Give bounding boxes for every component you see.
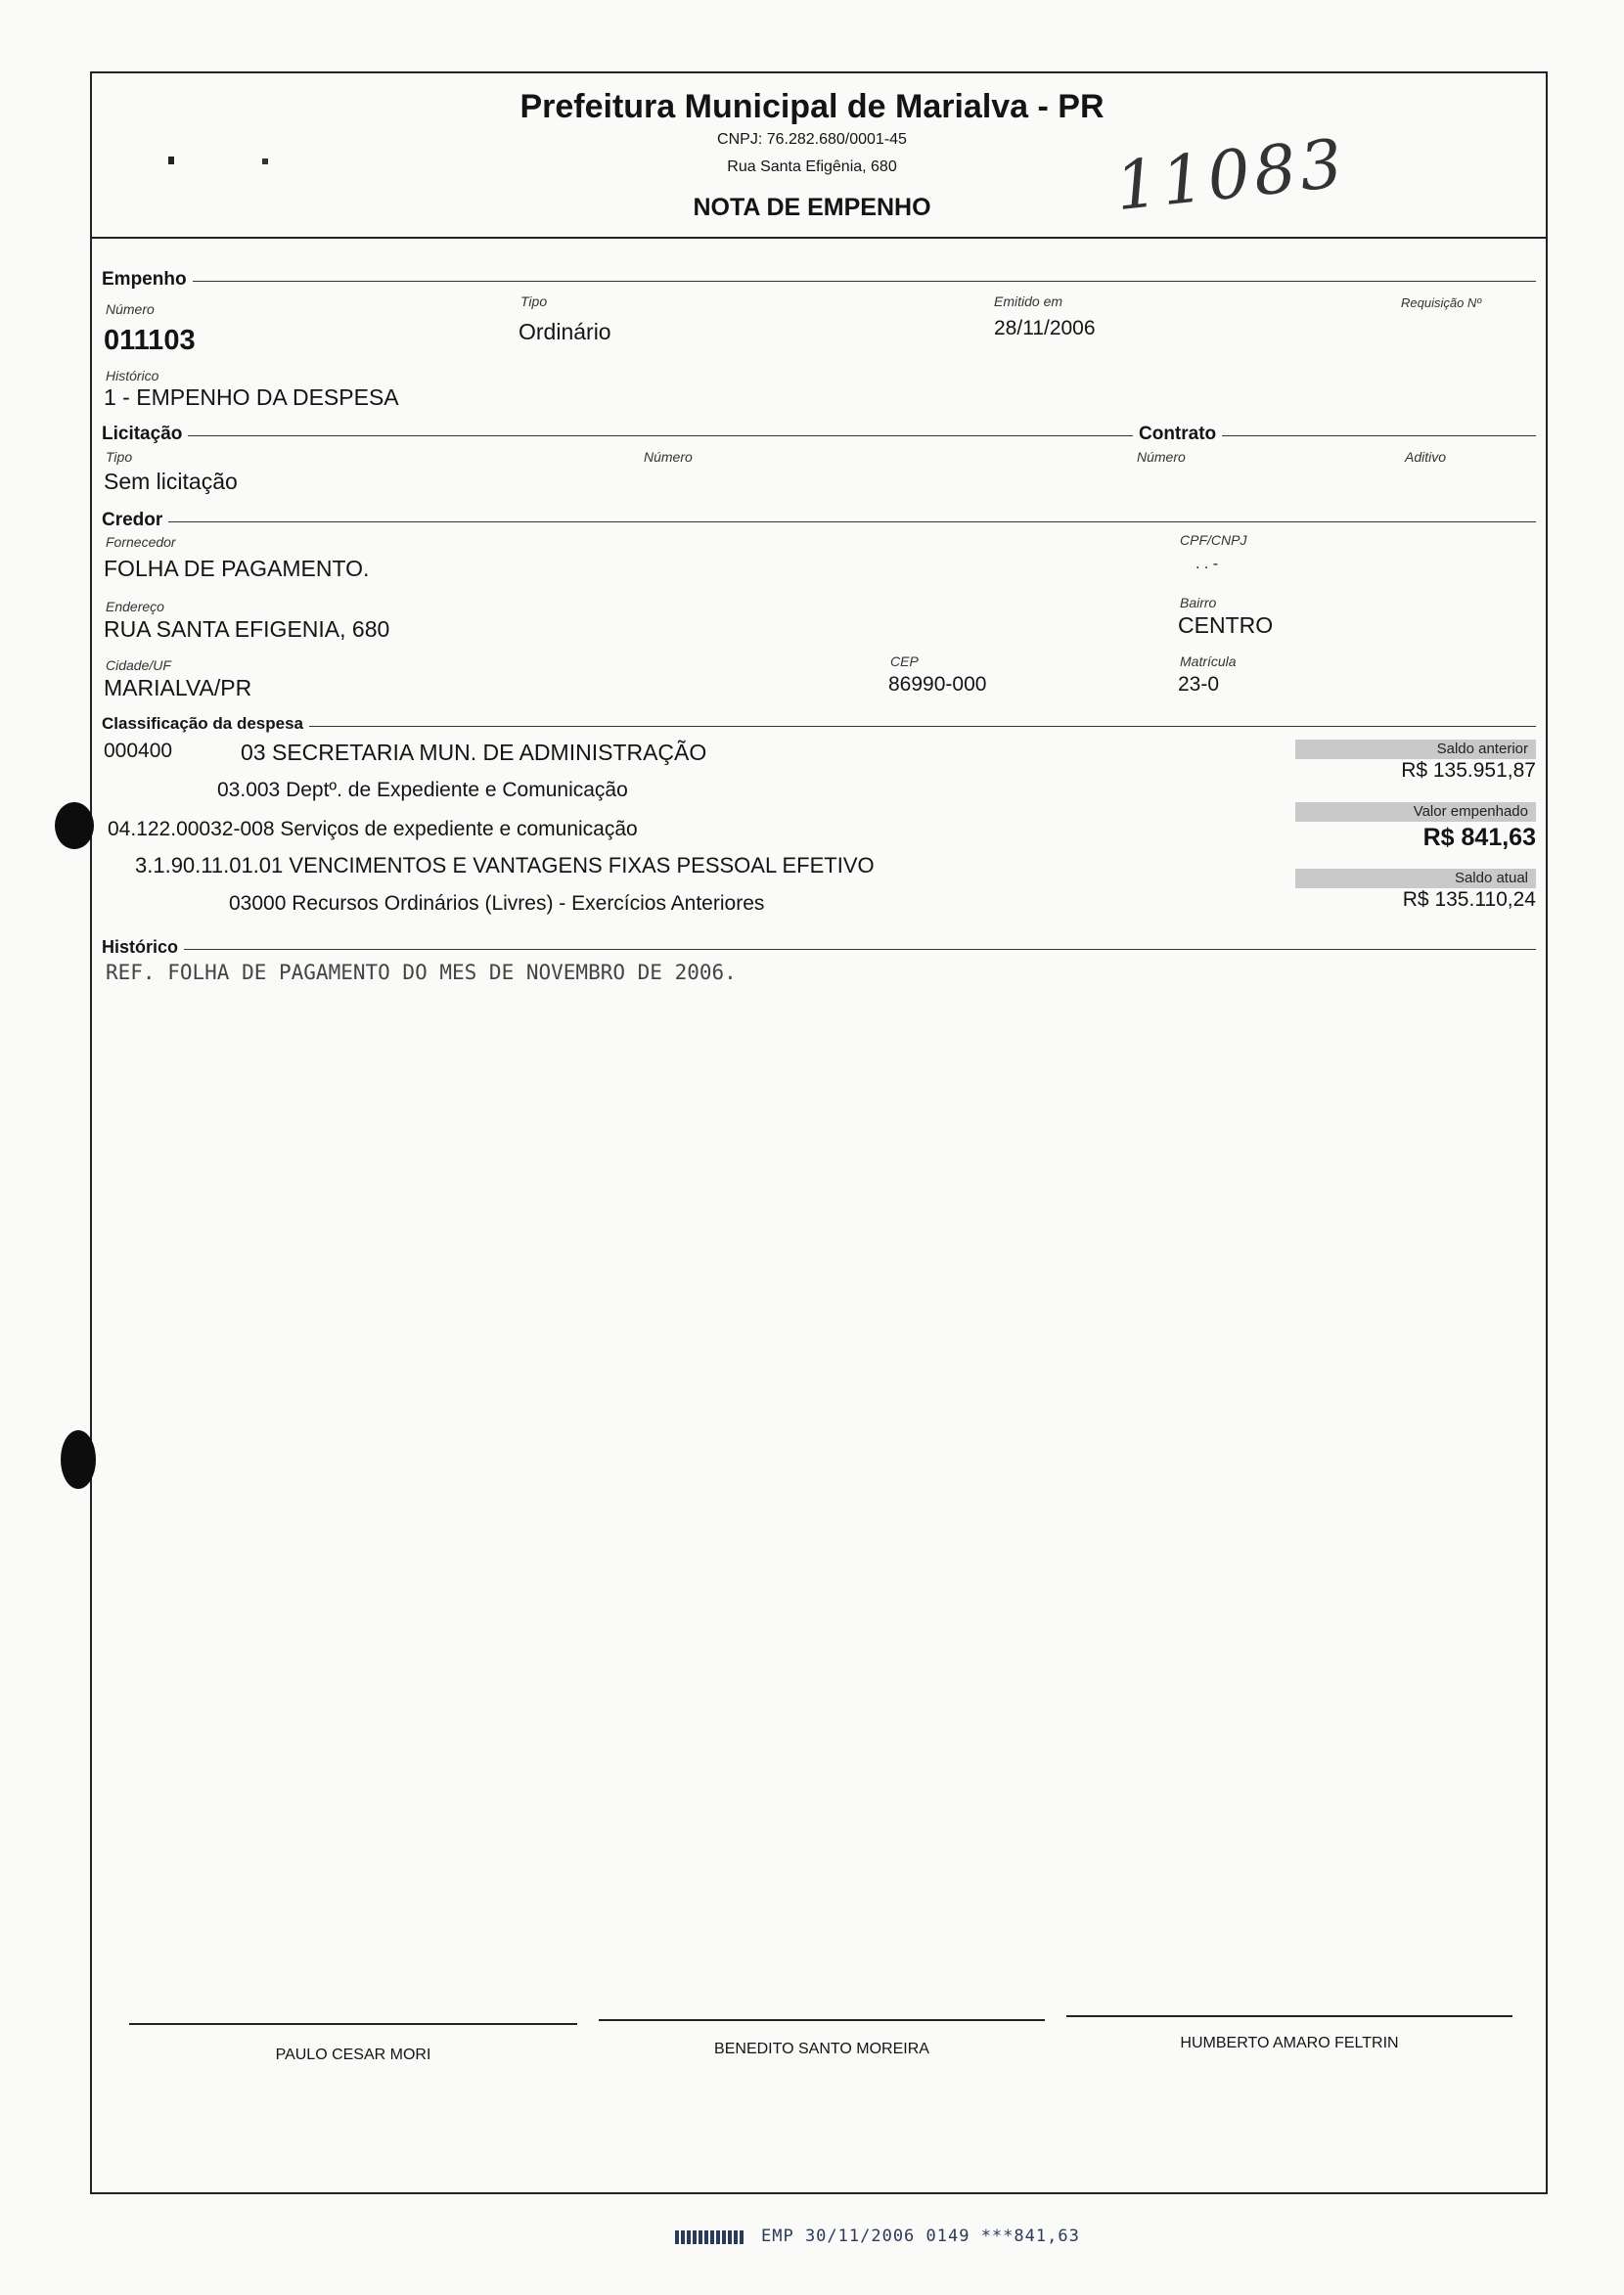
emitido-label: Emitido em <box>994 293 1063 309</box>
classificacao-recurso: 03000 Recursos Ordinários (Livres) - Exercícios Anteriores <box>229 892 765 915</box>
classificacao-code: 000400 <box>104 740 173 762</box>
fornecedor-value: FOLHA DE PAGAMENTO. <box>104 556 370 581</box>
historico-text: REF. FOLHA DE PAGAMENTO DO MES DE NOVEMBRO DE 2006. <box>106 961 737 984</box>
licitacao-rule <box>102 435 1536 436</box>
classificacao-rule <box>102 726 1536 727</box>
empenho-tipo-value: Ordinário <box>519 319 611 344</box>
cep-value: 86990-000 <box>888 673 987 696</box>
valor-empenhado-label-box <box>1295 802 1536 822</box>
matricula-label: Matrícula <box>1180 653 1237 669</box>
logo-mark <box>168 157 174 164</box>
historico-rule <box>102 949 1536 950</box>
cidade-value: MARIALVA/PR <box>104 675 252 700</box>
signature-name-3: HUMBERTO AMARO FELTRIN <box>1180 2035 1399 2051</box>
credor-section-title: Credor <box>102 510 168 531</box>
matricula-value: 23-0 <box>1178 673 1220 696</box>
classificacao-elemento: 3.1.90.11.01.01 VENCIMENTOS E VANTAGENS FIXAS PESSOAL EFETIVO <box>135 853 875 878</box>
validation-stamp: EMP 30/11/2006 0149 ***841,63 <box>761 2227 1080 2246</box>
saldo-atual-label-box <box>1295 869 1536 888</box>
document-title: NOTA DE EMPENHO <box>693 194 931 221</box>
header-divider <box>90 237 1548 239</box>
valor-empenhado-value: R$ 841,63 <box>1422 824 1536 851</box>
signature-line-3 <box>1066 2015 1512 2017</box>
licitacao-numero-label: Número <box>644 449 693 465</box>
signature-line-1 <box>129 2023 577 2025</box>
handwritten-number: 11083 <box>1111 124 1350 227</box>
empenho-tipo-label: Tipo <box>520 293 548 309</box>
punch-hole-bottom <box>61 1430 96 1489</box>
cidade-label: Cidade/UF <box>106 657 171 673</box>
signature-name-1: PAULO CESAR MORI <box>275 2047 431 2063</box>
contrato-section-title: Contrato <box>1133 424 1222 445</box>
bairro-value: CENTRO <box>1178 612 1274 638</box>
fornecedor-label: Fornecedor <box>106 534 176 550</box>
cpf-label: CPF/CNPJ <box>1180 532 1247 548</box>
classificacao-section-title: Classificação da despesa <box>102 714 309 734</box>
empenho-rule <box>102 281 1536 282</box>
classificacao-funcional: 04.122.00032-008 Serviços de expediente e comunicação <box>108 818 638 840</box>
punch-hole-top <box>55 802 94 849</box>
logo-mark <box>262 158 268 164</box>
classificacao-unidade: 03.003 Deptº. de Expediente e Comunicação <box>217 779 628 801</box>
saldo-anterior-label: Saldo anterior <box>1436 741 1528 757</box>
licitacao-tipo-label: Tipo <box>106 449 133 465</box>
cpf-value: . . - <box>1195 556 1219 572</box>
licitacao-section-title: Licitação <box>102 424 188 445</box>
credor-rule <box>102 521 1536 522</box>
empenho-numero-value: 011103 <box>104 325 196 356</box>
classificacao-orgao: 03 SECRETARIA MUN. DE ADMINISTRAÇÃO <box>241 740 707 765</box>
stamp-mark <box>675 2230 744 2244</box>
valor-empenhado-label: Valor empenhado <box>1413 803 1528 820</box>
requisicao-label: Requisição Nº <box>1401 295 1482 310</box>
contrato-numero-label: Número <box>1137 449 1186 465</box>
bairro-label: Bairro <box>1180 595 1217 610</box>
endereco-value: RUA SANTA EFIGENIA, 680 <box>104 616 390 642</box>
endereco-label: Endereço <box>106 599 164 614</box>
historico-section-title: Histórico <box>102 937 184 958</box>
saldo-anterior-value: R$ 135.951,87 <box>1401 759 1536 782</box>
signature-name-2: BENEDITO SANTO MOREIRA <box>714 2041 929 2057</box>
saldo-atual-value: R$ 135.110,24 <box>1402 888 1536 911</box>
cep-label: CEP <box>890 653 919 669</box>
empenho-section-title: Empenho <box>102 269 193 291</box>
licitacao-tipo-value: Sem licitação <box>104 469 238 494</box>
historico-value: 1 - EMPENHO DA DESPESA <box>104 384 399 410</box>
saldo-anterior-label-box <box>1295 740 1536 759</box>
signature-line-2 <box>599 2019 1045 2021</box>
address-text: Rua Santa Efigênia, 680 <box>727 158 897 175</box>
saldo-atual-label: Saldo atual <box>1454 870 1528 886</box>
cnpj-text: CNPJ: 76.282.680/0001-45 <box>717 131 907 148</box>
empenho-numero-label: Número <box>106 301 155 317</box>
contrato-aditivo-label: Aditivo <box>1405 449 1447 465</box>
page-title: Prefeitura Municipal de Marialva - PR <box>519 88 1105 125</box>
historico-label: Histórico <box>106 368 159 383</box>
emitido-value: 28/11/2006 <box>994 317 1096 339</box>
